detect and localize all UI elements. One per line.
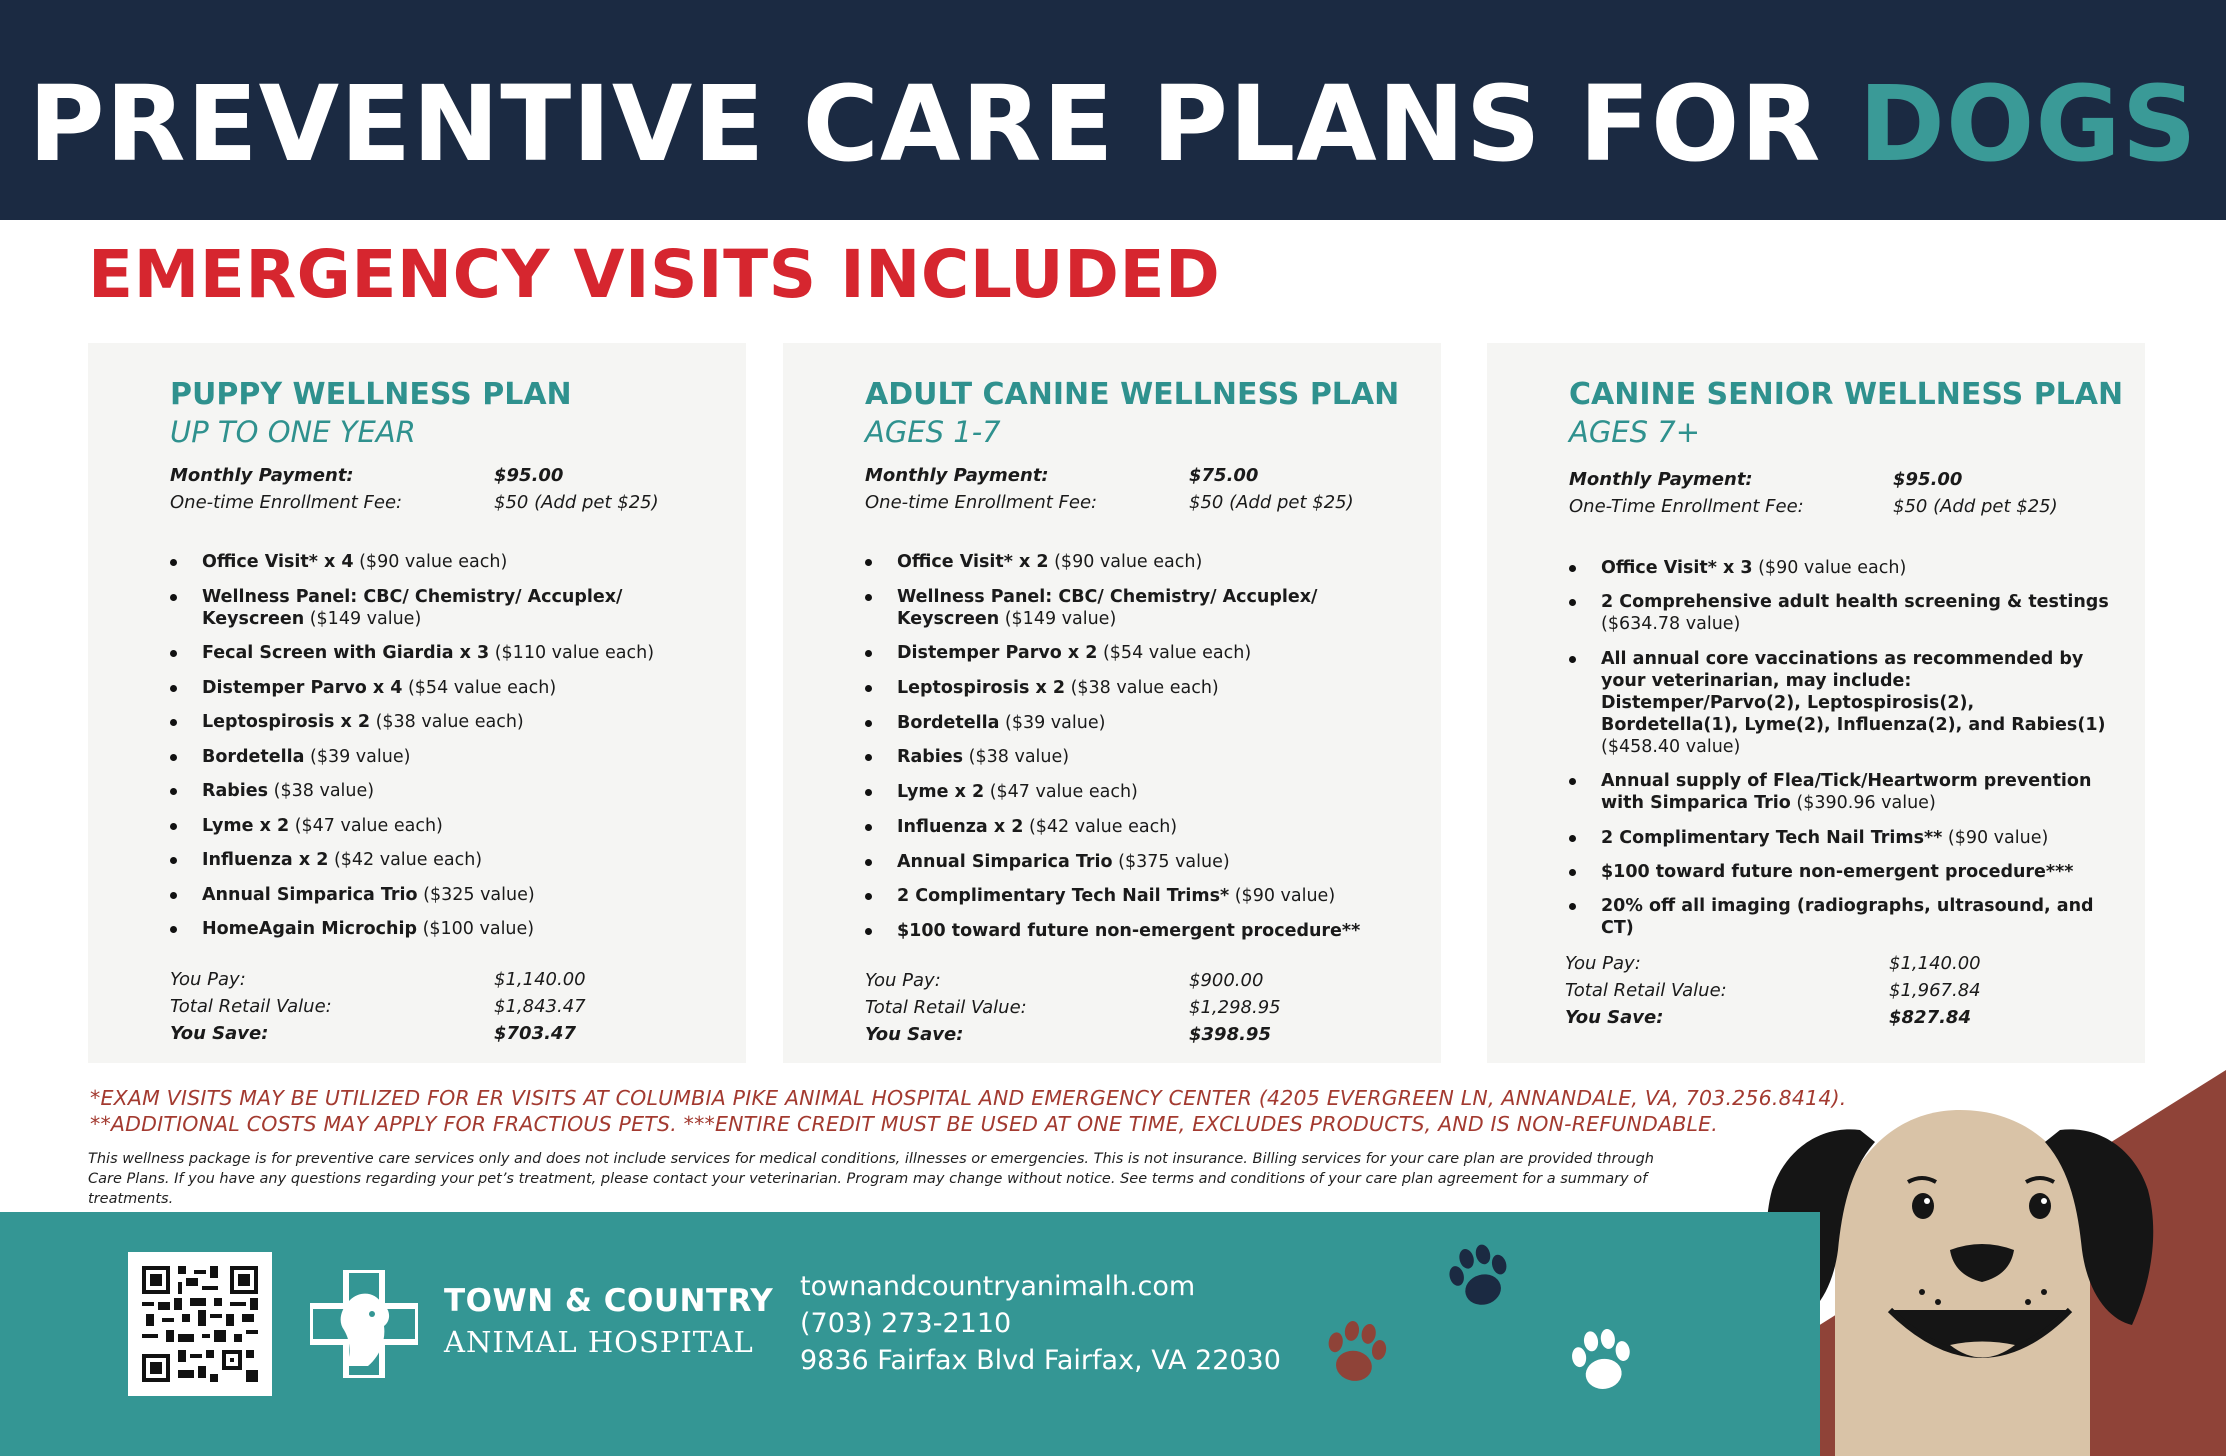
benefit-item (170, 849, 710, 871)
benefit-value: ($325 value) (417, 884, 535, 905)
benefit-item (865, 586, 1405, 630)
save-value: $703.47 (494, 1023, 576, 1044)
benefit-name: Office Visit* x 2 (897, 552, 1049, 572)
footnote-exam-visits: *EXAM VISITS MAY BE UTILIZED FOR ER VISITS AT COLUMBIA PIKE ANIMAL HOSPITAL AND EMERGENCY CENTER (4205 EVERGREEN LN, ANNANDALE, VA, 703.256.8414). (90, 1086, 1847, 1110)
page-title (0, 63, 2226, 185)
monthly-label: Monthly Payment: (170, 465, 354, 486)
benefit-item (865, 712, 1405, 734)
benefit-value: ($42 value each) (1023, 816, 1178, 837)
benefit-name: Annual supply of Flea/Tick/Heartworm prevention with Simparica Trio (1601, 771, 2092, 814)
benefit-value: ($47 value each) (984, 782, 1138, 803)
benefit-value: ($149 value) (304, 608, 422, 629)
benefit-value: ($90 value each) (353, 552, 508, 572)
retail-value: $1,298.95 (1189, 997, 1281, 1018)
benefit-name: 2 Complimentary Tech Nail Trims** (1601, 827, 1943, 848)
benefit-name: Distemper Parvo x 4 (202, 677, 403, 698)
benefit-value: ($54 value each) (1097, 643, 1252, 664)
benefit-item (170, 815, 710, 837)
benefit-name: Office Visit* x 4 (202, 552, 354, 572)
qr-code-graphic (142, 1266, 258, 1382)
benefit-item (170, 677, 710, 699)
monthly-value: $95.00 (494, 465, 564, 486)
retail-label: Total Retail Value: (170, 996, 332, 1017)
benefit-name: Influenza x 2 (202, 850, 329, 870)
benefit-value: ($38 value) (268, 781, 375, 801)
monthly-label: Monthly Payment: (865, 465, 1049, 486)
plan-title: CANINE SENIOR WELLNESS PLAN (1569, 377, 2124, 412)
benefit-name: Fecal Screen with Giardia x 3 (202, 643, 490, 663)
benefit-item (1569, 557, 2109, 579)
plan-card-senior (1487, 343, 2145, 1063)
pay-label: You Pay: (865, 970, 941, 991)
benefit-value: ($38 value each) (1065, 678, 1219, 699)
benefit-item (1569, 861, 2109, 883)
benefit-name: $100 toward future non-emergent procedure*** (1601, 861, 2074, 882)
benefit-item (1569, 591, 2109, 635)
plan-card-adult (783, 343, 1441, 1063)
benefit-item (865, 816, 1405, 838)
benefit-name: Leptospirosis x 2 (202, 712, 371, 732)
benefit-name: Office Visit* x 3 (1601, 558, 1753, 578)
benefit-item (170, 918, 710, 940)
retail-label: Total Retail Value: (865, 997, 1027, 1018)
benefit-item (170, 780, 710, 802)
benefit-item (1569, 827, 2109, 849)
benefit-item (865, 851, 1405, 873)
dog-left-eye (1912, 1193, 1934, 1219)
title-main: PREVENTIVE CARE PLANS FOR (28, 63, 1859, 185)
save-value: $398.95 (1189, 1024, 1271, 1045)
phone-number[interactable]: (703) 273-2110 (800, 1308, 1012, 1339)
monthly-value: $75.00 (1189, 465, 1259, 486)
benefit-value: ($458.40 value) (1601, 736, 1741, 757)
benefit-list (1569, 557, 2109, 952)
benefit-name: Bordetella (897, 712, 1000, 733)
enroll-value: $50 (Add pet $25) (494, 492, 659, 513)
qr-code-icon[interactable] (128, 1252, 272, 1396)
benefit-value: ($39 value) (999, 712, 1106, 733)
benefit-name: Annual Simparica Trio (202, 884, 418, 905)
benefit-item (865, 746, 1405, 768)
dog-face-icon (1835, 1110, 2090, 1456)
benefit-name: Rabies (897, 747, 964, 768)
hospital-name: TOWN & COUNTRY (444, 1283, 774, 1319)
plan-title: ADULT CANINE WELLNESS PLAN (865, 377, 1400, 412)
enroll-label: One-Time Enrollment Fee: (1569, 496, 1804, 517)
benefit-value: ($634.78 value) (1601, 614, 1741, 635)
benefit-item (170, 586, 710, 630)
benefit-value: ($90 value) (1229, 886, 1336, 907)
benefit-name: Lyme x 2 (897, 782, 985, 803)
benefit-name: Wellness Panel: CBC/ Chemistry/ Accuplex/ Keyscreen (202, 586, 623, 629)
pay-label: You Pay: (1565, 953, 1641, 974)
benefit-value: ($42 value each) (328, 850, 483, 870)
benefit-value: ($90 value each) (1048, 552, 1203, 572)
plan-age: AGES 7+ (1569, 415, 1701, 449)
benefit-item (865, 642, 1405, 664)
footnote-additional-costs: **ADDITIONAL COSTS MAY APPLY FOR FRACTIOUS PETS. ***ENTIRE CREDIT MUST BE USED AT ONE TIME, EXCLUDES PRODUCTS, AND IS NON-REFUNDABLE. (90, 1112, 1719, 1136)
disclaimer-text: This wellness package is for preventive care services only and does not include services for medical conditions, illnesses or emergencies. This is not insurance. Billing services for your care plan are provided through Care Plans. If you have any questions regarding your pet’s treatment, please contact your veterinarian. Program may change without notice. See terms and conditions of your care plan agreement for a summary of treatments. (88, 1151, 1654, 1207)
enroll-value: $50 (Add pet $25) (1189, 492, 1354, 513)
paw-print-icon (1564, 1324, 1640, 1400)
benefit-item (1569, 648, 2109, 758)
benefit-item (865, 551, 1405, 573)
benefit-item (170, 711, 710, 733)
retail-label: Total Retail Value: (1565, 980, 1727, 1001)
emergency-subtitle: EMERGENCY VISITS INCLUDED (88, 236, 1221, 313)
benefit-name: Lyme x 2 (202, 815, 290, 836)
benefit-value: ($38 value) (963, 747, 1070, 768)
benefit-value: ($390.96 value) (1790, 793, 1936, 814)
benefit-name: Rabies (202, 781, 269, 801)
retail-value: $1,843.47 (494, 996, 586, 1017)
pay-value: $1,140.00 (1889, 953, 1981, 974)
enroll-label: One-time Enrollment Fee: (170, 492, 403, 513)
plan-title: PUPPY WELLNESS PLAN (170, 377, 572, 412)
plan-age: AGES 1-7 (865, 415, 1001, 449)
benefit-value: ($47 value each) (289, 815, 443, 836)
paw-print-icon (1442, 1240, 1518, 1316)
benefit-list (170, 551, 710, 953)
pay-label: You Pay: (170, 969, 246, 990)
benefit-name: Bordetella (202, 746, 305, 767)
title-accent: DOGS (1858, 63, 2198, 185)
benefit-value: ($149 value) (999, 608, 1117, 629)
benefit-name: 2 Complimentary Tech Nail Trims* (897, 886, 1230, 907)
benefit-name: Annual Simparica Trio (897, 851, 1113, 872)
header-banner (0, 0, 2226, 220)
save-label: You Save: (865, 1024, 964, 1045)
benefit-name: Leptospirosis x 2 (897, 678, 1066, 699)
dog-right-eye (2029, 1193, 2051, 1219)
enroll-label: One-time Enrollment Fee: (865, 492, 1098, 513)
benefit-name: 2 Comprehensive adult health screening & testings (1601, 592, 2109, 613)
benefit-value: ($375 value) (1112, 851, 1230, 872)
plan-age: UP TO ONE YEAR (170, 415, 416, 449)
benefit-name: Influenza x 2 (897, 816, 1024, 837)
monthly-value: $95.00 (1893, 469, 1963, 490)
hospital-subtitle: ANIMAL HOSPITAL (444, 1325, 754, 1359)
benefit-value: ($90 value each) (1752, 558, 1907, 578)
address-text: 9836 Fairfax Blvd Fairfax, VA 22030 (800, 1345, 1281, 1376)
benefit-name: All annual core vaccinations as recommended by your veterinarian, may include: Distemper/Parvo(2), Leptospirosis(2), Bordetella(1), Lyme(2), Influenza(2), and Rabies(1) (1601, 648, 2106, 735)
plan-card-puppy (88, 343, 746, 1063)
benefit-name: $100 toward future non-emergent procedure** (897, 920, 1361, 941)
paw-print-icon (1318, 1316, 1394, 1392)
benefit-value: ($110 value each) (489, 643, 655, 663)
benefit-name: HomeAgain Microchip (202, 919, 417, 939)
benefit-item (170, 642, 710, 664)
hospital-cross-logo-icon (310, 1270, 418, 1378)
benefit-value: ($100 value) (417, 919, 535, 939)
benefit-name: Distemper Parvo x 2 (897, 643, 1098, 664)
monthly-label: Monthly Payment: (1569, 469, 1753, 490)
benefit-name: Wellness Panel: CBC/ Chemistry/ Accuplex/ Keyscreen (897, 586, 1318, 629)
benefit-list (865, 551, 1405, 955)
benefit-item (170, 884, 710, 906)
benefit-item (865, 885, 1405, 907)
benefit-value: ($39 value) (304, 746, 411, 767)
benefit-item (865, 677, 1405, 699)
benefit-value: ($90 value) (1942, 827, 2049, 848)
pay-value: $900.00 (1189, 970, 1264, 991)
benefit-item (170, 551, 710, 573)
benefit-name: 20% off all imaging (radiographs, ultrasound, and CT) (1601, 896, 2094, 939)
enroll-value: $50 (Add pet $25) (1893, 496, 2058, 517)
save-label: You Save: (170, 1023, 269, 1044)
benefit-value: ($38 value each) (370, 712, 524, 732)
benefit-value: ($54 value each) (402, 677, 557, 698)
benefit-item (1569, 895, 2109, 939)
benefit-item (1569, 770, 2109, 814)
benefit-item (865, 920, 1405, 942)
website-link[interactable]: townandcountryanimalh.com (800, 1271, 1196, 1302)
save-value: $827.84 (1889, 1007, 1971, 1028)
save-label: You Save: (1565, 1007, 1664, 1028)
pay-value: $1,140.00 (494, 969, 586, 990)
retail-value: $1,967.84 (1889, 980, 1981, 1001)
benefit-item (170, 746, 710, 768)
benefit-item (865, 781, 1405, 803)
